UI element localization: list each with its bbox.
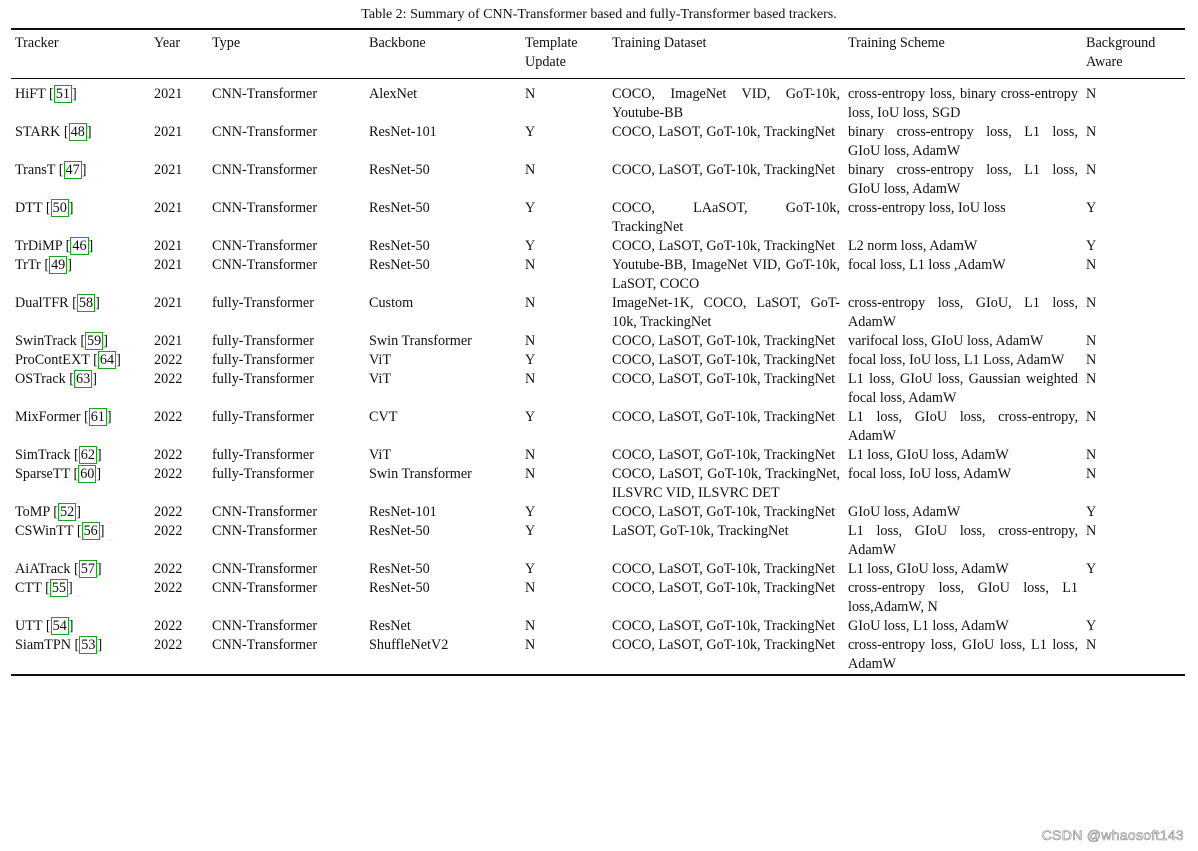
cell-year: 2022 [154, 561, 183, 577]
cell-aware: Y [1086, 200, 1097, 216]
citation-link[interactable]: 48 [70, 124, 85, 140]
tracker-name: AiATrack [15, 561, 71, 577]
tracker-name: STARK [15, 124, 61, 140]
cell-aware: N [1086, 466, 1097, 482]
table-row [11, 332, 1185, 351]
cell-year: 2022 [154, 504, 183, 520]
tracker-name: ProContEXT [15, 352, 90, 368]
cell-aware: N [1086, 447, 1097, 463]
cell-tracker: SparseTT [ 60 ] [15, 466, 102, 482]
cell-tracker: SiamTPN [ 53 ] [15, 637, 103, 653]
cell-scheme: L1 loss, GIoU loss, Gaussian weighted focal loss, AdamW [848, 371, 1078, 406]
cell-year: 2022 [154, 637, 183, 653]
cell-scheme: cross-entropy loss, GIoU, L1 loss, AdamW [848, 295, 1078, 330]
cell-scheme: L1 loss, GIoU loss, AdamW [848, 561, 1009, 577]
cell-backbone: ShuffleNetV2 [369, 637, 449, 653]
cell-update: Y [525, 200, 536, 216]
cell-update: Y [525, 409, 536, 425]
cell-scheme: L2 norm loss, AdamW [848, 238, 978, 254]
table-row [11, 237, 1185, 256]
table-row [11, 123, 1185, 161]
cell-type: CNN-Transformer [212, 580, 318, 596]
cell-type: CNN-Transformer [212, 124, 318, 140]
tracker-name: HiFT [15, 86, 46, 102]
citation-link[interactable]: 55 [51, 580, 67, 596]
cell-scheme: focal loss, L1 loss ,AdamW [848, 257, 1006, 273]
cell-backbone: Custom [369, 295, 414, 311]
cell-backbone: CVT [369, 409, 398, 425]
cell-year: 2022 [154, 371, 183, 387]
tracker-name: SiamTPN [15, 637, 71, 653]
cell-update: Y [525, 124, 536, 140]
cell-scheme: focal loss, IoU loss, AdamW [848, 466, 1012, 482]
cell-type: fully-Transformer [212, 371, 314, 387]
cell-backbone: ResNet-101 [369, 504, 437, 520]
tracker-name: SwinTrack [15, 333, 77, 349]
tracker-name: DTT [15, 200, 43, 216]
table-row [11, 446, 1185, 465]
cell-type: fully-Transformer [212, 466, 314, 482]
cell-dataset: COCO, LaSOT, GoT-10k, TrackingNet [612, 352, 836, 368]
cell-backbone: ResNet-50 [369, 200, 430, 216]
cell-aware: N [1086, 124, 1097, 140]
citation-link[interactable]: 54 [52, 618, 67, 634]
tracker-name: DualTFR [15, 295, 69, 311]
citation-link[interactable]: 60 [80, 466, 95, 482]
cell-dataset: Youtube-BB, ImageNet VID, GoT-10k, LaSOT, COCO [612, 257, 840, 292]
citation-link[interactable]: 51 [55, 86, 70, 102]
cell-tracker: UTT [ 54 ] [15, 618, 74, 634]
cell-tracker: SimTrack [ 62 ] [15, 447, 102, 463]
cell-tracker: MixFormer [ 61 ] [15, 409, 112, 425]
citation-link[interactable]: 62 [80, 447, 95, 463]
tracker-name: ToMP [15, 504, 50, 520]
cell-aware: N [1086, 295, 1097, 311]
table-row [11, 161, 1185, 199]
cell-aware: Y [1086, 561, 1097, 577]
cell-dataset: COCO, LaSOT, GoT-10k, TrackingNet [612, 504, 836, 520]
table-row [11, 465, 1185, 503]
cell-backbone: ResNet-50 [369, 580, 430, 596]
cell-update: Y [525, 238, 536, 254]
cell-tracker: AiATrack [ 57 ] [15, 561, 102, 577]
cell-update: N [525, 86, 536, 102]
cell-year: 2022 [154, 409, 183, 425]
cell-aware: N [1086, 162, 1097, 178]
cell-type: CNN-Transformer [212, 637, 318, 653]
cell-tracker: CTT [ 55 ] [15, 580, 73, 596]
cell-scheme: cross-entropy loss, GIoU loss, L1 loss,AdamW, N [848, 580, 1078, 615]
cell-type: CNN-Transformer [212, 523, 318, 539]
cell-aware: N [1086, 637, 1097, 653]
cell-update: Y [525, 561, 536, 577]
citation-link[interactable]: 59 [87, 333, 102, 349]
cell-year: 2021 [154, 257, 183, 273]
header-background-aware: Background Aware [1086, 35, 1156, 70]
cell-type: fully-Transformer [212, 447, 314, 463]
cell-dataset: COCO, LaSOT, GoT-10k, TrackingNet [612, 580, 836, 596]
cell-tracker: ToMP [ 52 ] [15, 504, 81, 520]
cell-update: N [525, 162, 536, 178]
cell-tracker: DTT [ 50 ] [15, 200, 74, 216]
table-row [11, 636, 1185, 675]
citation-link[interactable]: 56 [83, 523, 98, 539]
cell-dataset: LaSOT, GoT-10k, TrackingNet [612, 523, 789, 539]
cell-scheme: GIoU loss, L1 loss, AdamW [848, 618, 1009, 634]
cell-scheme: GIoU loss, AdamW [848, 504, 961, 520]
cell-aware: N [1086, 352, 1097, 368]
cell-backbone: AlexNet [369, 86, 418, 102]
tracker-name: UTT [15, 618, 43, 634]
cell-backbone: ResNet [369, 618, 411, 634]
cell-scheme: binary cross-entropy loss, L1 loss, GIoU loss, AdamW [848, 162, 1078, 197]
cell-backbone: ViT [369, 371, 392, 387]
cell-update: Y [525, 504, 536, 520]
cell-update: N [525, 333, 536, 349]
citation-link[interactable]: 58 [78, 295, 94, 311]
header-type: Type [212, 35, 241, 51]
cell-update: Y [525, 523, 536, 539]
cell-backbone: ResNet-50 [369, 257, 430, 273]
cell-tracker: TransT [ 47 ] [15, 162, 87, 178]
cell-aware: N [1086, 523, 1097, 539]
cell-dataset: COCO, LaSOT, GoT-10k, TrackingNet [612, 162, 836, 178]
tracker-name: MixFormer [15, 409, 81, 425]
watermark: CSDN @whaosoft143 [1041, 827, 1184, 843]
cell-backbone: ResNet-50 [369, 238, 430, 254]
cell-backbone: ResNet-50 [369, 561, 430, 577]
tracker-summary-table [11, 28, 1185, 676]
cell-type: CNN-Transformer [212, 86, 318, 102]
cell-dataset: COCO, LaSOT, GoT-10k, TrackingNet, ILSVRC VID, ILSVRC DET [612, 466, 840, 501]
citation-link[interactable]: 53 [81, 637, 96, 653]
cell-year: 2021 [154, 238, 183, 254]
citation-link[interactable]: 63 [76, 371, 91, 387]
cell-year: 2021 [154, 200, 183, 216]
cell-dataset: COCO, LaSOT, GoT-10k, TrackingNet [612, 371, 836, 387]
citation-link[interactable]: 46 [72, 238, 87, 254]
tracker-name: SparseTT [15, 466, 70, 482]
cell-backbone: Swin Transformer [369, 466, 472, 482]
header-backbone: Backbone [369, 35, 426, 51]
cell-update: N [525, 371, 536, 387]
cell-scheme: cross-entropy loss, binary cross-entropy loss, IoU loss, SGD [848, 86, 1078, 121]
cell-aware: N [1086, 86, 1097, 102]
cell-scheme: focal loss, IoU loss, L1 Loss, AdamW [848, 352, 1065, 368]
cell-dataset: COCO, LaSOT, GoT-10k, TrackingNet [612, 238, 836, 254]
cell-aware: N [1086, 333, 1097, 349]
table-row [11, 199, 1185, 237]
cell-type: CNN-Transformer [212, 162, 318, 178]
cell-year: 2021 [154, 124, 183, 140]
cell-aware: Y [1086, 618, 1097, 634]
cell-type: CNN-Transformer [212, 238, 318, 254]
cell-dataset: COCO, LaSOT, GoT-10k, TrackingNet [612, 124, 836, 140]
header-row [11, 29, 1185, 79]
citation-link[interactable]: 49 [51, 257, 66, 273]
table-row [11, 522, 1185, 560]
cell-scheme: binary cross-entropy loss, L1 loss, GIoU loss, AdamW [848, 124, 1078, 159]
cell-tracker: CSWinTT [ 56 ] [15, 523, 105, 539]
cell-backbone: ResNet-101 [369, 124, 437, 140]
cell-year: 2021 [154, 295, 183, 311]
header-training-scheme: Training Scheme [848, 35, 945, 51]
cell-tracker: TrDiMP [ 46 ] [15, 238, 94, 254]
cell-year: 2022 [154, 618, 183, 634]
cell-scheme: L1 loss, GIoU loss, cross-entropy, AdamW [848, 409, 1078, 444]
cell-scheme: cross-entropy loss, IoU loss [848, 200, 1006, 216]
citation-link[interactable]: 52 [60, 504, 75, 520]
citation-link[interactable]: 50 [52, 200, 67, 216]
tracker-name: TrDiMP [15, 238, 63, 254]
table-row [11, 79, 1185, 124]
cell-type: CNN-Transformer [212, 618, 318, 634]
table-row [11, 579, 1185, 617]
cell-dataset: COCO, LaSOT, GoT-10k, TrackingNet [612, 333, 836, 349]
cell-scheme: L1 loss, GIoU loss, cross-entropy, AdamW [848, 523, 1078, 558]
cell-dataset: ImageNet-1K, COCO, LaSOT, GoT-10k, TrackingNet [612, 295, 840, 330]
table-row [11, 408, 1185, 446]
citation-link[interactable]: 57 [80, 561, 95, 577]
cell-update: N [525, 580, 536, 596]
cell-type: fully-Transformer [212, 409, 314, 425]
cell-scheme: L1 loss, GIoU loss, AdamW [848, 447, 1009, 463]
header-training-dataset: Training Dataset [612, 35, 707, 51]
tracker-name: CTT [15, 580, 42, 596]
cell-type: CNN-Transformer [212, 561, 318, 577]
table-row [11, 370, 1185, 408]
cell-scheme: varifocal loss, GIoU loss, AdamW [848, 333, 1044, 349]
cell-dataset: COCO, LAaSOT, GoT-10k, TrackingNet [612, 200, 840, 235]
cell-dataset: COCO, LaSOT, GoT-10k, TrackingNet [612, 637, 836, 653]
cell-year: 2021 [154, 86, 183, 102]
cell-dataset: COCO, LaSOT, GoT-10k, TrackingNet [612, 561, 836, 577]
cell-year: 2022 [154, 523, 183, 539]
cell-tracker: DualTFR [ 58 ] [15, 295, 100, 311]
cell-backbone: Swin Transformer [369, 333, 472, 349]
cell-backbone: ResNet-50 [369, 162, 430, 178]
cell-update: Y [525, 352, 536, 368]
cell-backbone: ViT [369, 447, 392, 463]
cell-update: N [525, 295, 536, 311]
cell-year: 2022 [154, 466, 183, 482]
cell-aware: N [1086, 371, 1097, 387]
cell-tracker: TrTr [ 49 ] [15, 257, 72, 273]
tracker-name: CSWinTT [15, 523, 74, 539]
cell-update: N [525, 466, 536, 482]
cell-type: fully-Transformer [212, 352, 314, 368]
tracker-name: OSTrack [15, 371, 66, 387]
cell-dataset: COCO, ImageNet VID, GoT-10k, Youtube-BB [612, 86, 840, 121]
cell-tracker: SwinTrack [ 59 ] [15, 333, 108, 349]
table-row [11, 503, 1185, 522]
cell-aware: N [1086, 409, 1097, 425]
table-row [11, 294, 1185, 332]
citation-link[interactable]: 64 [99, 352, 115, 368]
cell-aware: Y [1086, 504, 1097, 520]
cell-aware: N [1086, 257, 1097, 273]
tracker-name: TrTr [15, 257, 41, 273]
cell-update: N [525, 257, 536, 273]
cell-tracker: OSTrack [ 63 ] [15, 371, 97, 387]
cell-aware [1082, 579, 1185, 617]
cell-scheme: cross-entropy loss, GIoU loss, L1 loss, AdamW [848, 637, 1078, 672]
cell-update: N [525, 447, 536, 463]
cell-dataset: COCO, LaSOT, GoT-10k, TrackingNet [612, 409, 836, 425]
cell-type: CNN-Transformer [212, 200, 318, 216]
tracker-name: TransT [15, 162, 56, 178]
table-row [11, 617, 1185, 636]
cell-year: 2021 [154, 333, 183, 349]
table-row [11, 560, 1185, 579]
header-tracker: Tracker [15, 35, 59, 51]
cell-dataset: COCO, LaSOT, GoT-10k, TrackingNet [612, 618, 836, 634]
header-template-update: Template Update [525, 35, 578, 70]
cell-year: 2022 [154, 447, 183, 463]
cell-type: fully-Transformer [212, 295, 314, 311]
table-row [11, 351, 1185, 370]
table-row [11, 256, 1185, 294]
cell-backbone: ViT [369, 352, 392, 368]
table-caption: Table 2: Summary of CNN-Transformer based and fully-Transformer based trackers. [361, 7, 837, 22]
cell-backbone: ResNet-50 [369, 523, 430, 539]
cell-tracker: ProContEXT [ 64 ] [15, 352, 121, 368]
cell-type: fully-Transformer [212, 333, 314, 349]
header-year: Year [154, 35, 181, 51]
cell-dataset: COCO, LaSOT, GoT-10k, TrackingNet [612, 447, 836, 463]
cell-year: 2021 [154, 162, 183, 178]
cell-type: CNN-Transformer [212, 257, 318, 273]
tracker-name: SimTrack [15, 447, 71, 463]
cell-tracker: HiFT [ 51 ] [15, 86, 77, 102]
cell-year: 2022 [154, 580, 183, 596]
citation-link[interactable]: 47 [65, 162, 80, 178]
cell-aware: Y [1086, 238, 1097, 254]
cell-type: CNN-Transformer [212, 504, 318, 520]
citation-link[interactable]: 61 [90, 409, 105, 425]
cell-update: N [525, 618, 536, 634]
cell-year: 2022 [154, 352, 183, 368]
cell-update: N [525, 637, 536, 653]
cell-tracker: STARK [ 48 ] [15, 124, 92, 140]
